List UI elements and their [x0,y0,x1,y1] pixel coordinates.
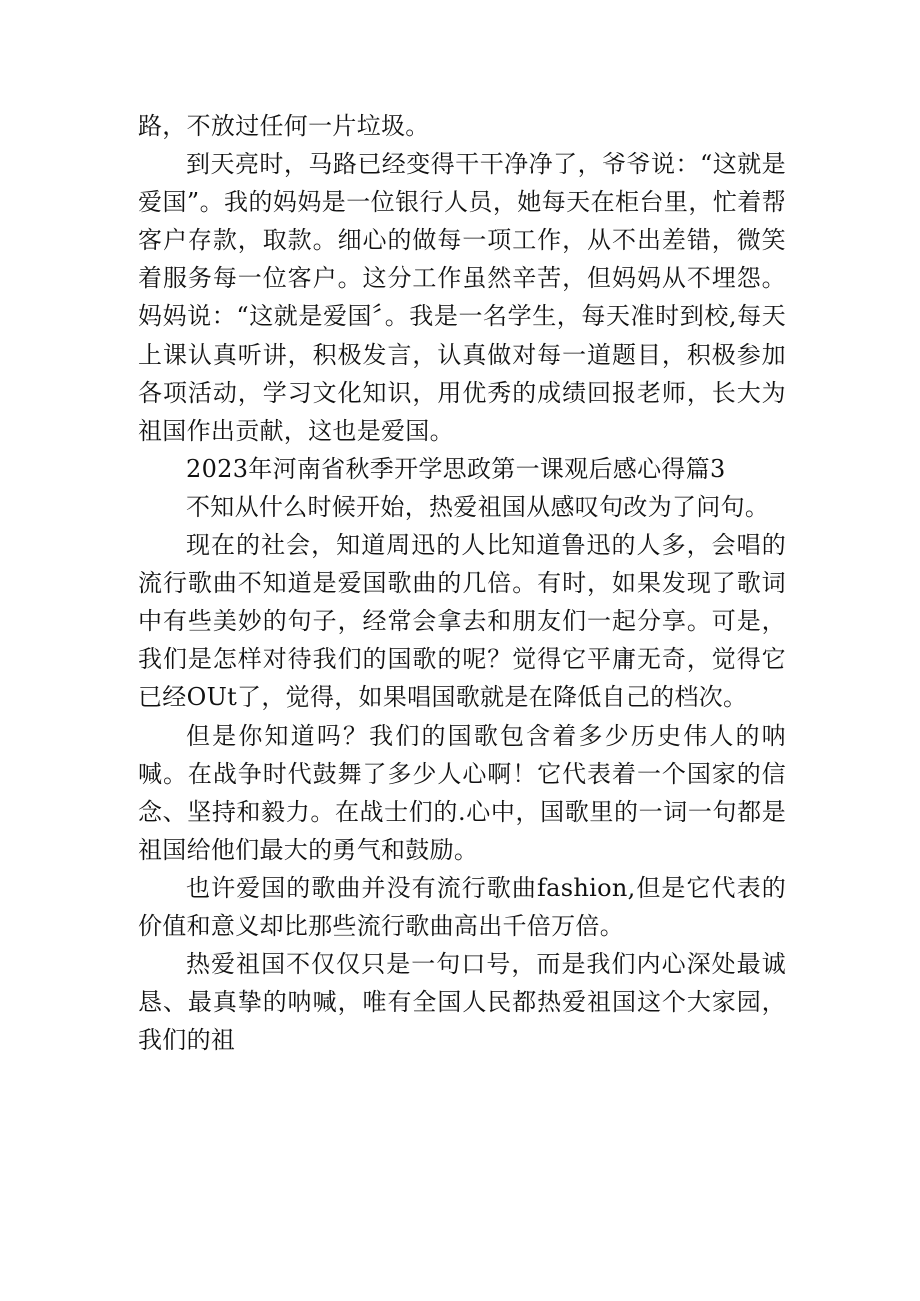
paragraph-continuation: 路，不放过任何一片垃圾。 [138,112,430,140]
paragraph-national-anthem: 但是你知道吗？我们的国歌包含着多少历史伟人的呐喊。在战争时代鼓舞了多少人心啊！它代表着一个国家的信念、坚持和毅力。在战士们的.心中，国歌里的一词一句都是祖国给他们最大的勇气和鼓励。 [138,721,786,864]
paragraph-patriotism-examples: 到天亮时，马路已经变得干干净净了，爷爷说：“这就是爱国”。我的妈妈是一位银行人员，她每天在柜台里，忙着帮客户存款，取款。细心的做每一项工作，从不出差错，微笑着服务每一位客户。这分工作虽然辛苦，但妈妈从不埋怨。妈妈说：“这就是爱国〞。我是一名学生，每天准时到校,每天上课认真听讲，积极发言，认真做对每一道题目，积极参加各项活动，学习文化知识，用优秀的成绩回报老师，长大为祖国作出贡献，这也是爱国。 [138,150,786,445]
document-body [138,107,786,1059]
paragraph-society: 现在的社会，知道周迅的人比知道鲁迅的人多，会唱的流行歌曲不知道是爱国歌曲的几倍。有时，如果发现了歌词中有些美妙的句子，经常会拿去和朋友们一起分享。可是，我们是怎样对待我们的国歌的呢？觉得它平庸无奇，觉得它已经OUt了，觉得，如果唱国歌就是在降低自己的档次。 [138,531,786,712]
paragraph-patriotic-songs: 也许爱国的歌曲并没有流行歌曲fashion,但是它代表的价值和意义却比那些流行歌曲高出千倍万倍。 [138,873,786,940]
paragraph-love-motherland: 热爱祖国不仅仅只是一句口号，而是我们内心深处最诚恳、最真挚的呐喊，唯有全国人民都热爱祖国这个大家园，我们的祖 [138,950,786,1055]
paragraph-intro: 不知从什么时候开始，热爱祖国从感叹句改为了问句。 [186,492,770,521]
section-heading: 2023年河南省秋季开学思政第一课观后感心得篇3 [186,454,726,483]
